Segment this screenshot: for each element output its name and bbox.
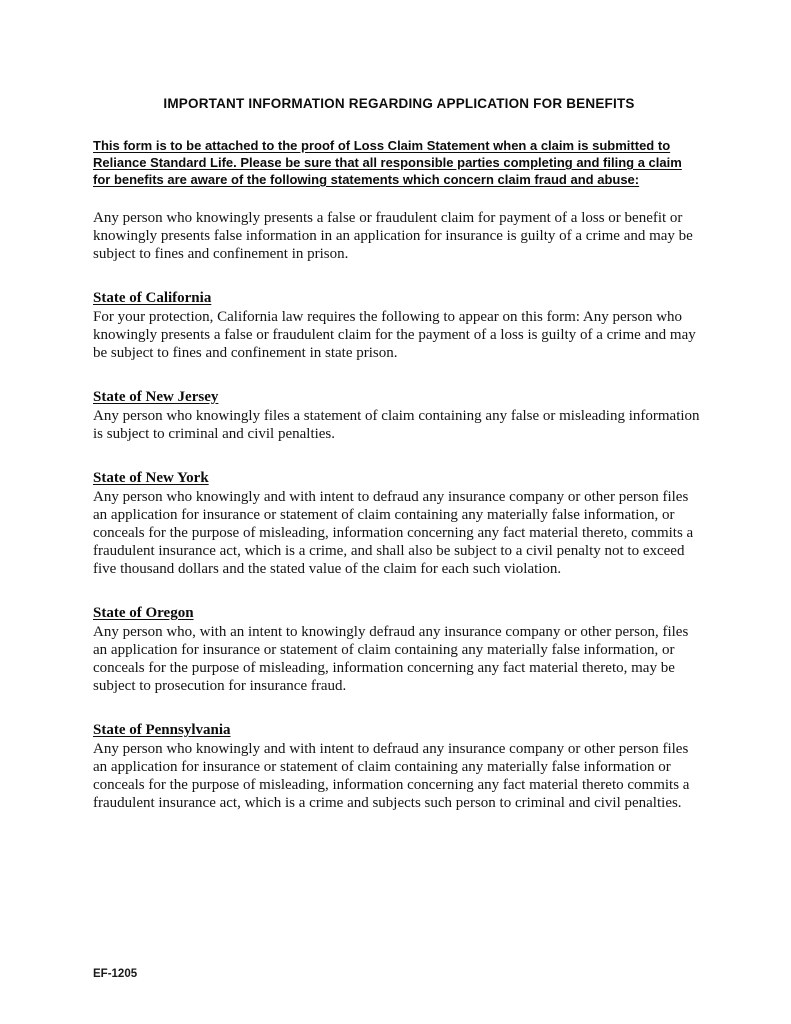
section-heading-new-york: State of New York bbox=[93, 470, 209, 486]
section-heading-pennsylvania: State of Pennsylvania bbox=[93, 722, 231, 738]
section-body-california: For your protection, California law requires the following to appear on this form: Any person who knowingly presents a false or fraudulent claim for the payment of a loss is guilty of a crime and may be subject to fines and confinement in state prison. bbox=[93, 309, 696, 361]
page-title: IMPORTANT INFORMATION REGARDING APPLICATION FOR BENEFITS bbox=[163, 96, 635, 111]
intro-line-1: This form is to be attached to the proof of Loss Claim Statement when a claim is submitted to bbox=[93, 138, 671, 153]
general-fraud-statement: Any person who knowingly presents a false or fraudulent claim for payment of a loss or benefit or knowingly presents false information in an application for insurance is guilty of a crime and may be subject to fines and confinement in prison. bbox=[93, 210, 693, 262]
section-body-pennsylvania: Any person who knowingly and with intent to defraud any insurance company or other person files an application for insurance or statement of claim containing any materially false information or conceals for the purpose of misleading, information concerning any fact material thereto commits a fraudulent insurance act, which is a crime and subjects such person to criminal and civil penalties. bbox=[93, 741, 690, 811]
section-heading-new-jersey: State of New Jersey bbox=[93, 389, 219, 405]
section-state-of-new-york bbox=[93, 469, 705, 578]
section-body-new-jersey: Any person who knowingly files a statement of claim containing any false or misleading information is subject to criminal and civil penalties. bbox=[93, 408, 700, 442]
section-state-of-california bbox=[93, 289, 705, 362]
section-state-of-oregon bbox=[93, 604, 705, 695]
intro-line-2: Reliance Standard Life. Please be sure that all responsible parties completing and filing a claim bbox=[93, 155, 682, 170]
section-state-of-new-jersey bbox=[93, 388, 705, 443]
section-body-oregon: Any person who, with an intent to knowingly defraud any insurance company or other person, files an application for insurance or statement of claim containing any materially false information, or conceals for the purpose of misleading, information concerning any fact material thereto, may be subject to prosecution for insurance fraud. bbox=[93, 624, 689, 694]
section-heading-california: State of California bbox=[93, 290, 212, 306]
intro-notice bbox=[93, 137, 705, 188]
section-body-new-york: Any person who knowingly and with intent to defraud any insurance company or other person files an application for insurance or statement of claim containing any materially false information, or conceals for the purpose of misleading, information concerning any fact material thereto, commits a fraudulent insurance act, which is a crime, and shall also be subject to a civil penalty not to exceed five thousand dollars and the stated value of the claim for each such violation. bbox=[93, 489, 694, 577]
section-heading-oregon: State of Oregon bbox=[93, 605, 194, 621]
intro-line-3: for benefits are aware of the following statements which concern claim fraud and abuse: bbox=[93, 172, 640, 187]
section-state-of-pennsylvania bbox=[93, 721, 705, 812]
form-number: EF-1205 bbox=[93, 968, 138, 980]
document-content bbox=[93, 96, 705, 838]
